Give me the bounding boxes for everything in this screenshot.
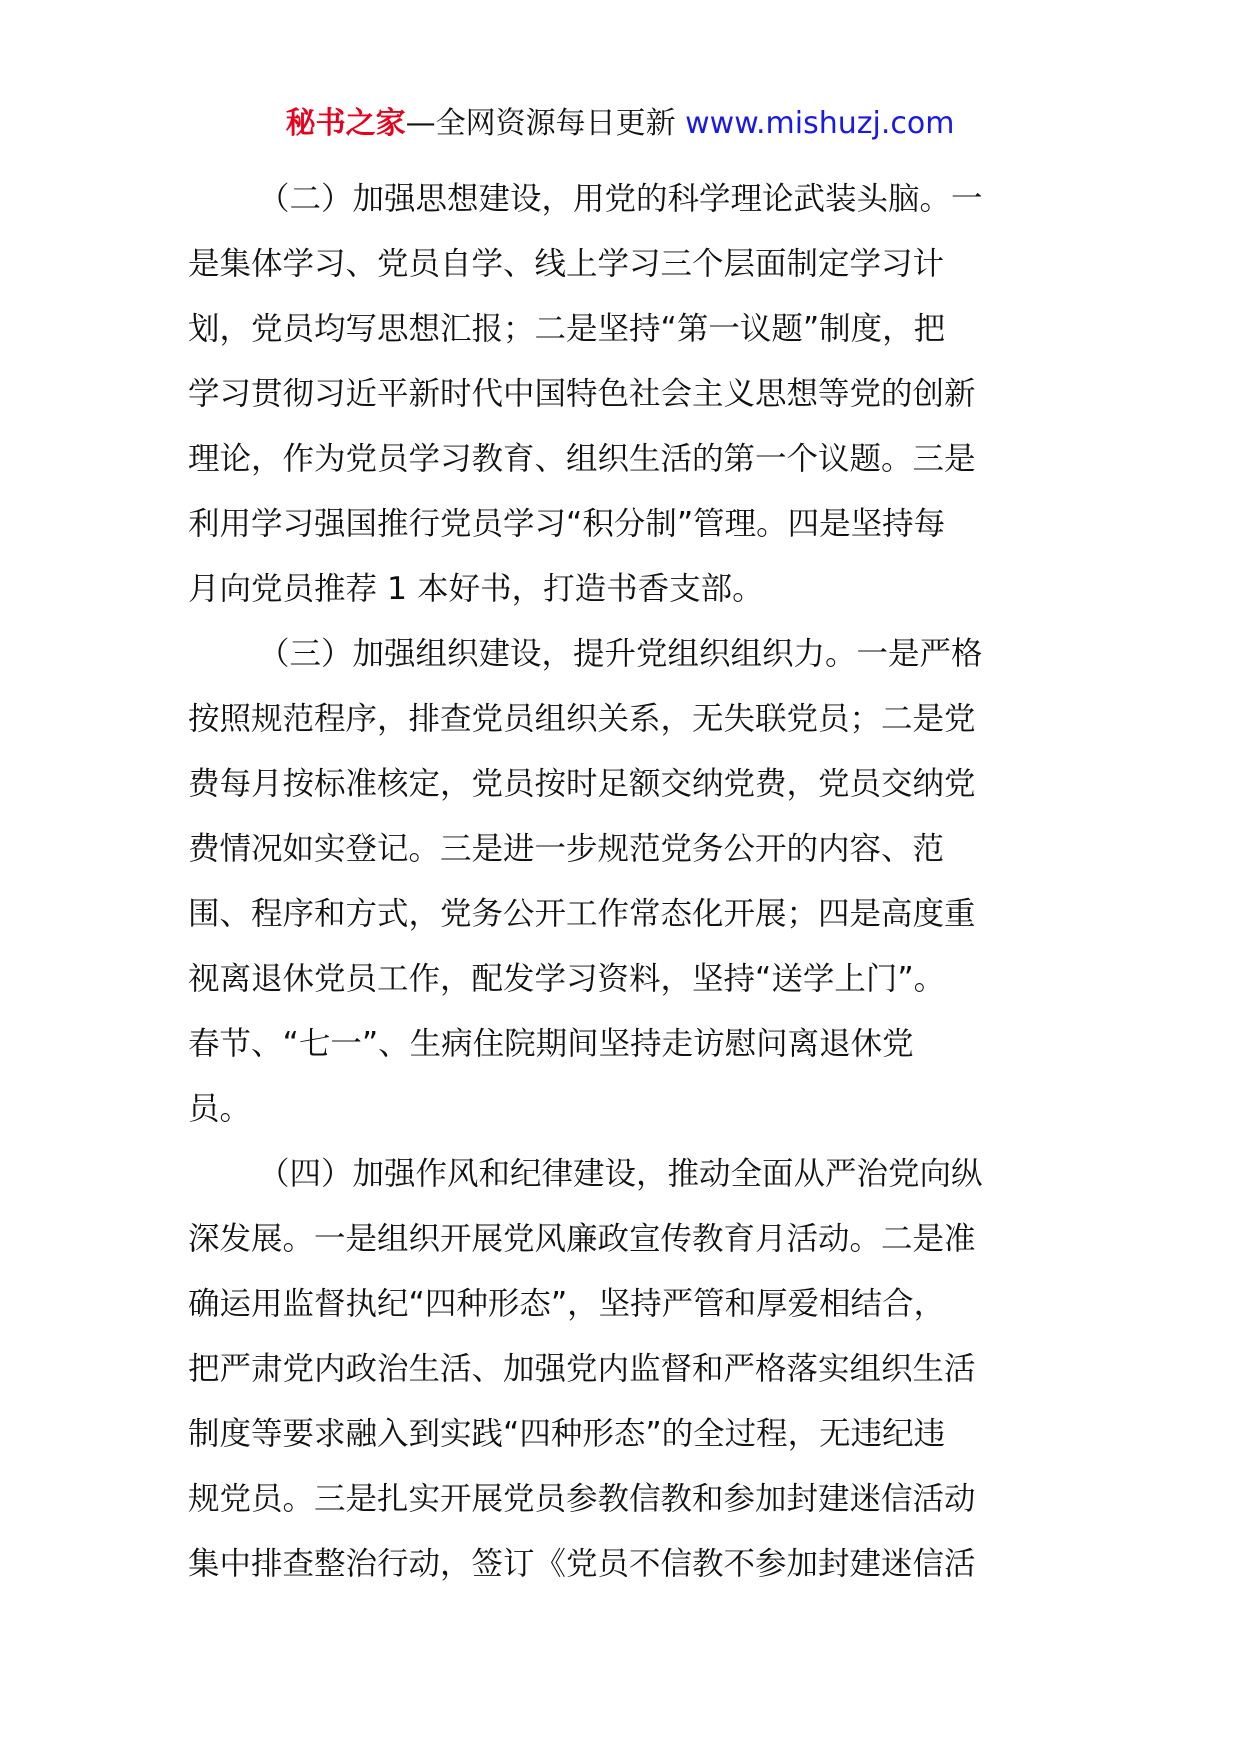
paragraph-ideological-building [188,167,1058,622]
paragraph-line: 深发展。一是组织开展党风廉政宣传教育月活动。二是准 [188,1221,976,1257]
paragraph-organizational-building [188,622,1058,1142]
site-brand: 秘书之家 [285,106,406,141]
paragraph-line: 视离退休党员工作，配发学习资料，坚持“送学上门”。 [188,961,946,997]
site-url-link[interactable]: www.mishuzj.com [685,106,955,141]
paragraph-line: 按照规范程序，排查党员组织关系，无失联党员；二是党 [188,701,976,737]
paragraph-conduct-discipline [188,1142,1058,1597]
paragraph-line: （三）加强组织建设，提升党组织组织力。一是严格 [258,636,983,672]
paragraph-line: 利用学习强国推行党员学习“积分制”管理。四是坚持每 [188,506,946,542]
paragraph-line: 规党员。三是扎实开展党员参教信教和参加封建迷信活动 [188,1481,976,1517]
paragraph-line: 确运用监督执纪“四种形态”，坚持严管和厚爱相结合， [188,1286,946,1322]
paragraph-line: 把严肃党内政治生活、加强党内监督和严格落实组织生活 [188,1351,976,1387]
paragraph-line: 围、程序和方式，党务公开工作常态化开展；四是高度重 [188,896,976,932]
paragraph-line: （二）加强思想建设，用党的科学理论武装头脑。一 [258,181,983,217]
paragraph-line: 费情况如实登记。三是进一步规范党务公开的内容、范 [188,831,945,867]
paragraph-line: 制度等要求融入到实践“四种形态”的全过程，无违纪违 [188,1416,946,1452]
document-body [188,167,1058,1597]
paragraph-line: （四）加强作风和纪律建设，推动全面从严治党向纵 [258,1156,983,1192]
paragraph-line: 费每月按标准核定，党员按时足额交纳党费，党员交纳党 [188,766,976,802]
paragraph-line: 员。 [188,1091,252,1127]
paragraph-line: 理论，作为党员学习教育、组织生活的第一个议题。三是 [188,441,976,477]
paragraph-line: 是集体学习、党员自学、线上学习三个层面制定学习计 [188,246,945,282]
paragraph-line: 月向党员推荐 1 本好书，打造书香支部。 [188,571,764,607]
paragraph-line: 春节、“七一”、生病住院期间坚持走访慰问离退休党 [188,1026,914,1062]
site-tagline: —全网资源每日更新 [405,106,686,141]
paragraph-line: 学习贯彻习近平新时代中国特色社会主义思想等党的创新 [188,376,976,412]
site-header [0,102,1240,146]
paragraph-line: 集中排查整治行动，签订《党员不信教不参加封建迷信活 [188,1546,976,1582]
paragraph-line: 划，党员均写思想汇报；二是坚持“第一议题”制度，把 [188,311,946,347]
